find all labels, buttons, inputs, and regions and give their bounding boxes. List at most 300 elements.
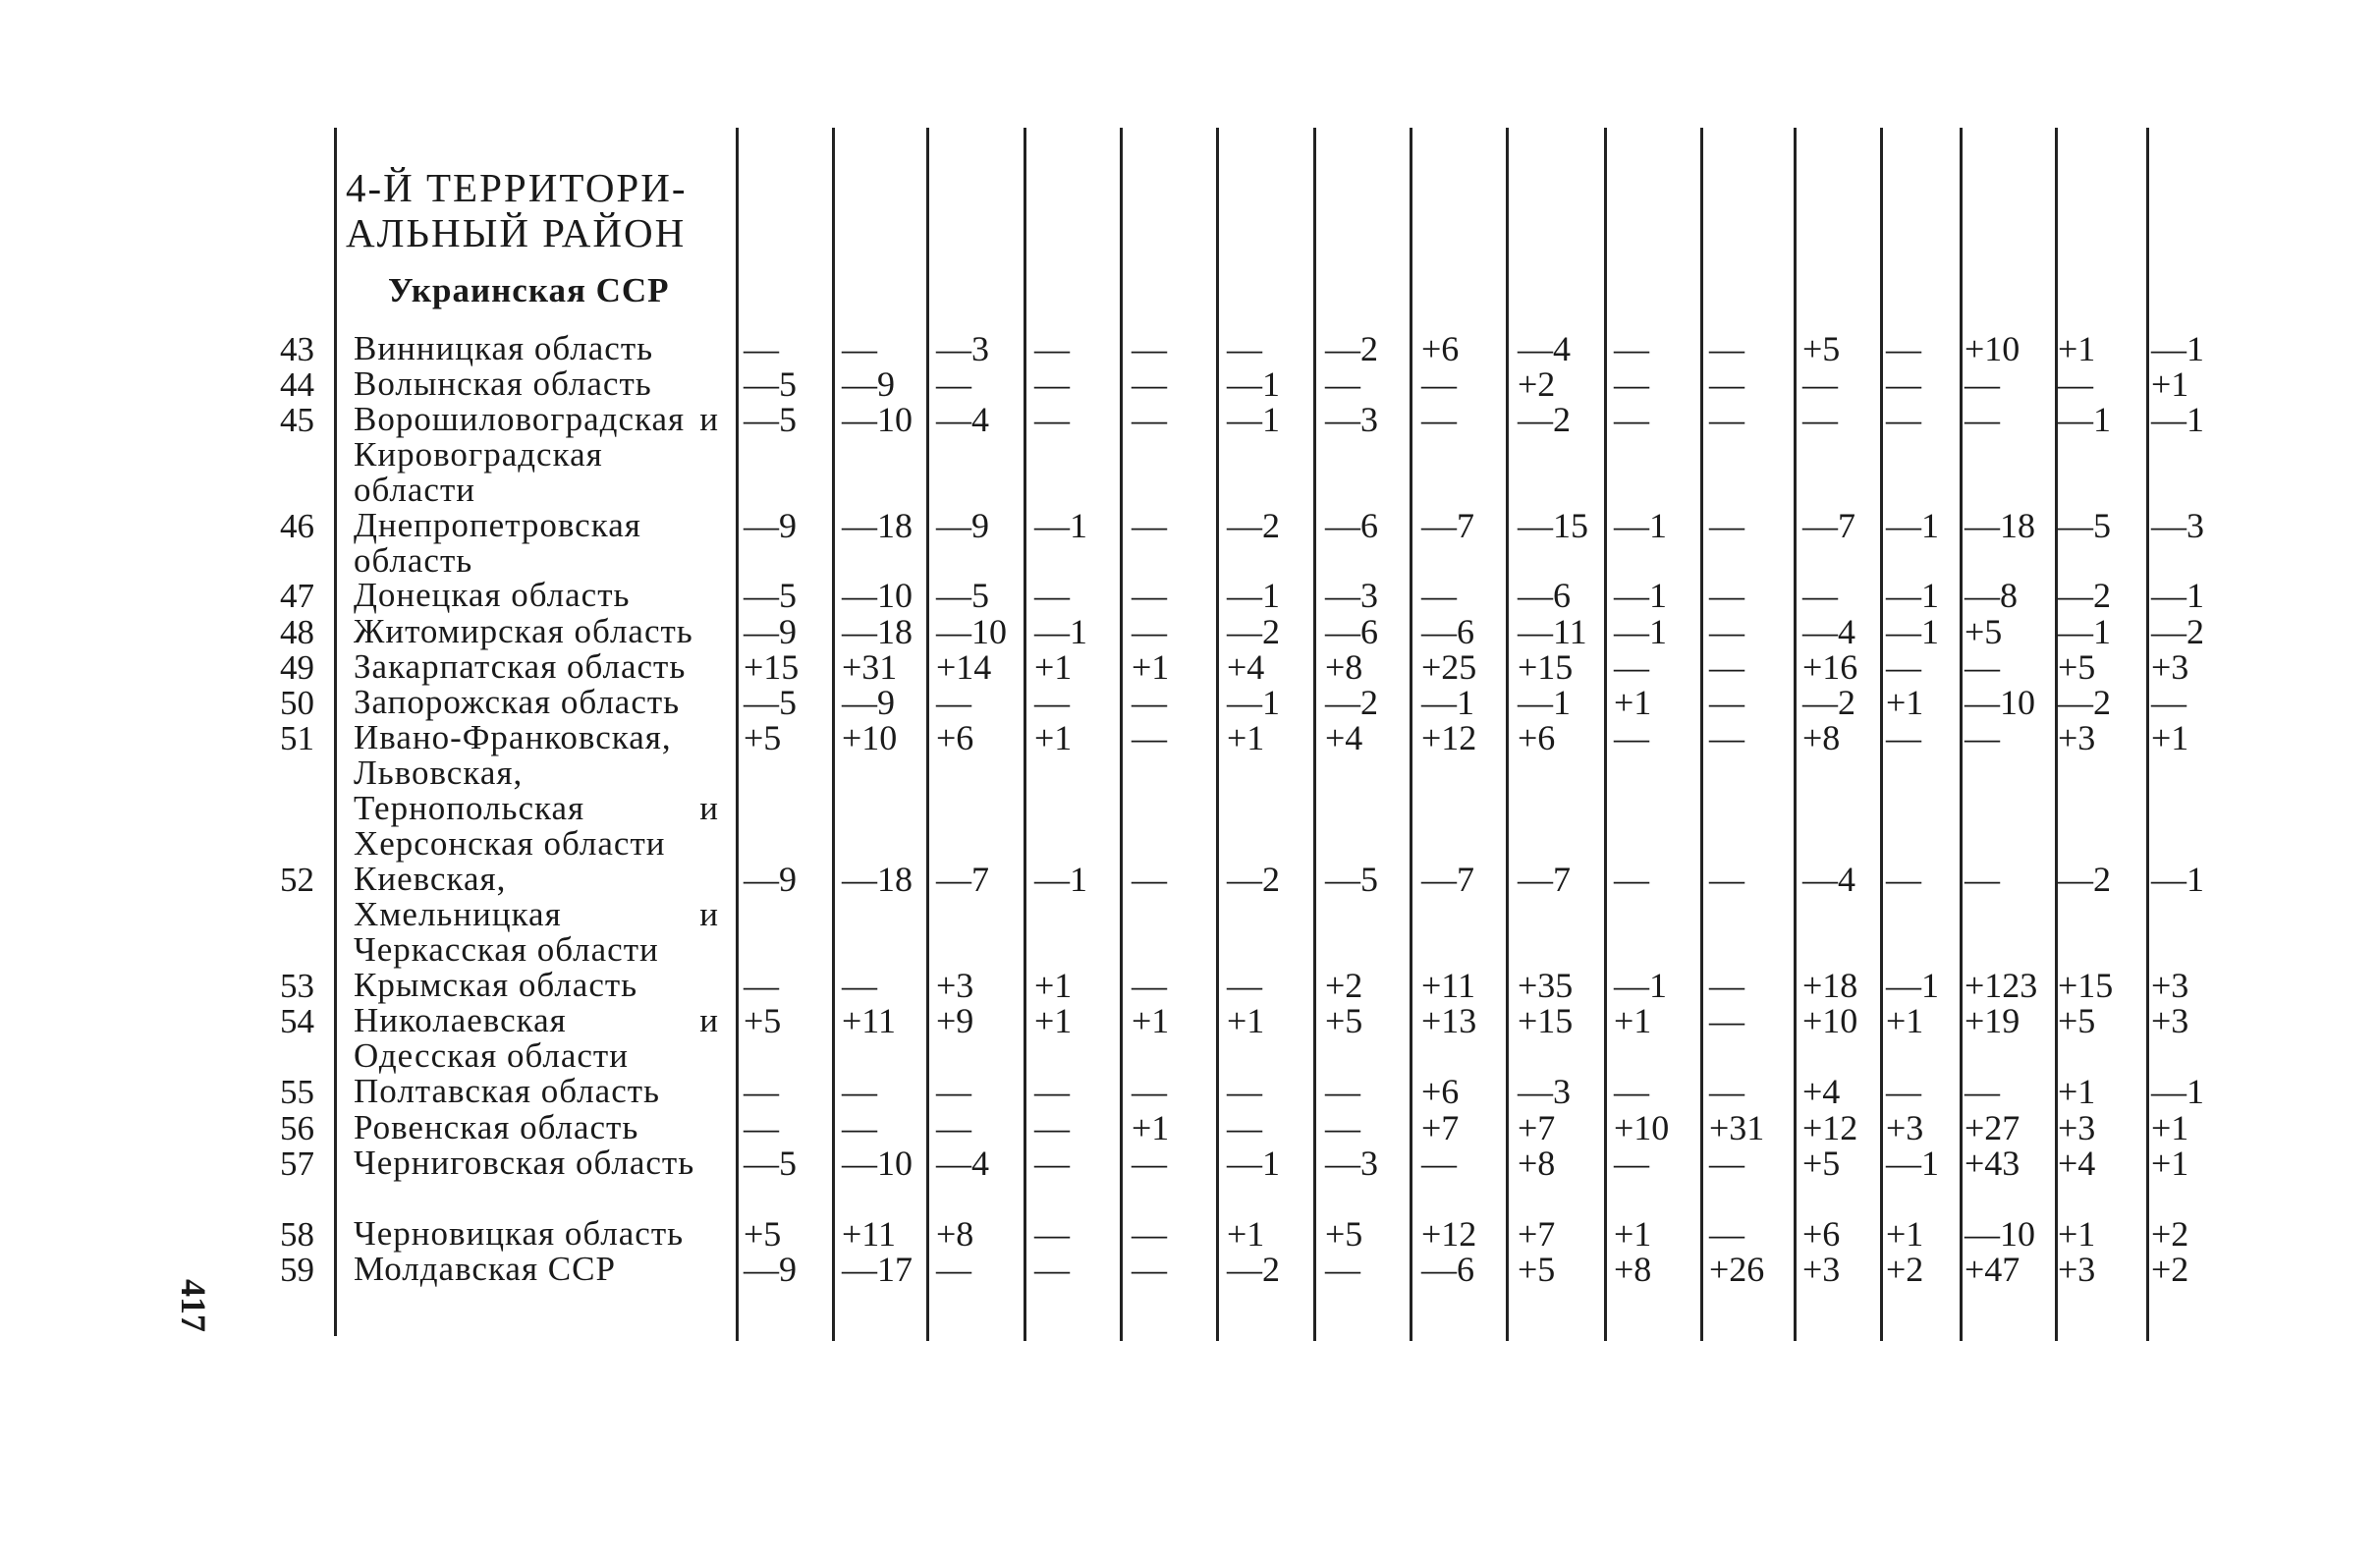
table-cell: — — [1802, 364, 1838, 404]
region-name: Винницкая область — [354, 329, 654, 367]
row-number: 44 — [280, 365, 314, 404]
table-cell: — — [1421, 1144, 1457, 1183]
column-rule — [1880, 128, 1883, 1341]
table-cell: —4 — [1802, 612, 1855, 651]
table-cell: +1 — [2151, 718, 2189, 757]
table-cell: —5 — [744, 364, 797, 404]
table-cell: +1 — [1132, 1001, 1170, 1040]
table-cell: —4 — [1802, 860, 1855, 899]
table-cell: — — [1709, 966, 1744, 1005]
table-cell: —3 — [1518, 1072, 1571, 1111]
table-cell: — — [1614, 718, 1649, 757]
table-cell: — — [1709, 647, 1744, 687]
table-cell: +4 — [1227, 647, 1265, 687]
table-cell: —1 — [1886, 576, 1939, 615]
table-cell: — — [1034, 400, 1070, 439]
table-cell: +1 — [1132, 647, 1170, 687]
table-cell: +3 — [936, 966, 974, 1005]
table-cell: —1 — [1227, 364, 1280, 404]
table-cell: +18 — [1802, 966, 1858, 1005]
column-rule — [1506, 128, 1509, 1341]
table-cell: — — [1965, 860, 2000, 899]
table-cell: +6 — [1518, 718, 1556, 757]
table-cell: +3 — [1802, 1250, 1841, 1289]
region-name: Волынская область — [354, 364, 652, 403]
table-cell: —1 — [2151, 860, 2204, 899]
table-cell: —3 — [936, 329, 989, 368]
table-cell: — — [1614, 400, 1649, 439]
table-cell: — — [1132, 1072, 1167, 1111]
table-cell: +1 — [1034, 966, 1073, 1005]
table-cell: —9 — [936, 506, 989, 545]
table-cell: —5 — [744, 1144, 797, 1183]
table-cell: +5 — [1325, 1001, 1363, 1040]
region-name: Ивано-Франковская, Львовская, Тернопольская и Херсонская области — [354, 718, 719, 863]
table-cell: +5 — [1965, 612, 2003, 651]
column-rule — [1700, 128, 1703, 1341]
table-cell: — — [1614, 860, 1649, 899]
table-cell: — — [1325, 1250, 1360, 1289]
table-cell: +1 — [2151, 364, 2189, 404]
table-cell: —1 — [1034, 506, 1087, 545]
table-cell: —6 — [1421, 612, 1474, 651]
table-cell: +12 — [1421, 1214, 1477, 1254]
table-cell: — — [1227, 1072, 1262, 1111]
table-cell: —9 — [744, 506, 797, 545]
row-number: 46 — [280, 507, 314, 545]
table-cell: —5 — [744, 683, 797, 722]
table-cell: +1 — [1886, 1214, 1924, 1254]
table-cell: —2 — [1802, 683, 1855, 722]
column-rule — [1216, 128, 1219, 1341]
table-cell: — — [1709, 683, 1744, 722]
table-cell: —2 — [1227, 612, 1280, 651]
page-number: 417 — [174, 1279, 213, 1332]
table-cell: +47 — [1965, 1250, 2020, 1289]
table-cell: — — [1132, 860, 1167, 899]
table-cell: +3 — [2058, 1108, 2096, 1147]
table-cell: —10 — [842, 400, 913, 439]
table-cell: — — [1886, 647, 1921, 687]
table-cell: +1 — [1614, 1214, 1652, 1254]
table-cell: — — [1886, 860, 1921, 899]
region-name: Закарпатская область — [354, 647, 687, 686]
row-number: 56 — [280, 1109, 314, 1147]
table-cell: — — [1886, 400, 1921, 439]
table-cell: +1 — [1227, 718, 1265, 757]
row-number: 59 — [280, 1251, 314, 1289]
table-cell: +1 — [1614, 683, 1652, 722]
table-cell: —6 — [1325, 506, 1378, 545]
table-cell: —4 — [936, 400, 989, 439]
table-cell: —10 — [842, 576, 913, 615]
table-cell: — — [1132, 718, 1167, 757]
table-cell: — — [1614, 647, 1649, 687]
table-cell: — — [1614, 1144, 1649, 1183]
table-cell: — — [1709, 576, 1744, 615]
table-cell: —5 — [744, 400, 797, 439]
table-cell: — — [1965, 718, 2000, 757]
row-number: 47 — [280, 577, 314, 615]
table-cell: —1 — [1614, 966, 1667, 1005]
row-number: 45 — [280, 401, 314, 439]
row-number: 54 — [280, 1002, 314, 1040]
table-cell: +8 — [1802, 718, 1841, 757]
table-cell: +19 — [1965, 1001, 2020, 1040]
table-cell: —1 — [1421, 683, 1474, 722]
table-cell: — — [1132, 1144, 1167, 1183]
table-cell: +31 — [1709, 1108, 1765, 1147]
table-cell: +11 — [1421, 966, 1475, 1005]
region-name: Молдавская ССР — [354, 1250, 616, 1288]
table-cell: — — [1227, 1108, 1262, 1147]
table-cell: — — [1034, 1214, 1070, 1254]
table-cell: — — [1132, 966, 1167, 1005]
table-cell: —10 — [842, 1144, 913, 1183]
table-cell: —1 — [1886, 1144, 1939, 1183]
table-cell: +6 — [936, 718, 974, 757]
table-cell: — — [936, 1250, 971, 1289]
table-cell: +1 — [1614, 1001, 1652, 1040]
table-cell: — — [1034, 364, 1070, 404]
table-cell: — — [1325, 1108, 1360, 1147]
table-cell: —15 — [1518, 506, 1588, 545]
table-cell: +1 — [2058, 1214, 2096, 1254]
table-cell: +5 — [1802, 1144, 1841, 1183]
region-name: Киевская, Хмельницкая и Черкасская области — [354, 860, 719, 969]
table-cell: — — [1132, 1214, 1167, 1254]
table-cell: +4 — [1802, 1072, 1841, 1111]
table-cell: —1 — [1886, 506, 1939, 545]
table-cell: —7 — [936, 860, 989, 899]
table-cell: —5 — [1325, 860, 1378, 899]
row-number: 48 — [280, 613, 314, 651]
table-cell: +1 — [1034, 1001, 1073, 1040]
table-cell: —10 — [1965, 683, 2035, 722]
table-cell: —11 — [1518, 612, 1587, 651]
table-cell: — — [1886, 718, 1921, 757]
table-cell: —3 — [1325, 576, 1378, 615]
table-cell: — — [1802, 400, 1838, 439]
row-number: 55 — [280, 1073, 314, 1111]
table-cell: +5 — [1325, 1214, 1363, 1254]
table-cell: —1 — [1034, 860, 1087, 899]
table-cell: +7 — [1421, 1108, 1460, 1147]
table-cell: — — [936, 364, 971, 404]
table-cell: +2 — [2151, 1214, 2189, 1254]
table-cell: — — [842, 1072, 877, 1111]
table-cell: +1 — [2058, 329, 2096, 368]
table-cell: —2 — [1227, 1250, 1280, 1289]
table-cell: +12 — [1802, 1108, 1858, 1147]
column-rule — [1410, 128, 1412, 1341]
table-cell: +11 — [842, 1214, 896, 1254]
table-cell: +4 — [2058, 1144, 2096, 1183]
table-cell: +15 — [1518, 1001, 1574, 1040]
table-cell: — — [1709, 860, 1744, 899]
table-cell: —9 — [842, 683, 895, 722]
table-cell: +5 — [1802, 329, 1841, 368]
table-cell: +1 — [2151, 1108, 2189, 1147]
table-cell: — — [1132, 683, 1167, 722]
table-cell: +2 — [1518, 364, 1556, 404]
table-cell: +1 — [1034, 718, 1073, 757]
table-cell: +10 — [1802, 1001, 1858, 1040]
table-cell: +1 — [1886, 1001, 1924, 1040]
column-rule — [2146, 128, 2149, 1341]
table-cell: — — [1802, 576, 1838, 615]
table-cell: —1 — [1886, 966, 1939, 1005]
table-cell: — — [1325, 1072, 1360, 1111]
table-cell: +3 — [2151, 647, 2189, 687]
table-cell: +2 — [2151, 1250, 2189, 1289]
table-cell: +4 — [1325, 718, 1363, 757]
table-cell: —18 — [1965, 506, 2035, 545]
table-cell: +16 — [1802, 647, 1858, 687]
table-cell: — — [1132, 576, 1167, 615]
table-cell: —9 — [744, 1250, 797, 1289]
table-cell: — — [1965, 1072, 2000, 1111]
table-cell: — — [1709, 506, 1744, 545]
table-cell: +15 — [1518, 647, 1574, 687]
table-cell: —1 — [2151, 576, 2204, 615]
table-cell: —2 — [1227, 506, 1280, 545]
table-cell: — — [744, 1072, 779, 1111]
table-cell: — — [1421, 576, 1457, 615]
table-cell: —1 — [1614, 506, 1667, 545]
table-cell: +6 — [1421, 1072, 1460, 1111]
table-cell: —1 — [2058, 612, 2111, 651]
column-rule — [1794, 128, 1797, 1341]
table-cell: — — [1709, 329, 1744, 368]
table-cell: —1 — [2151, 400, 2204, 439]
table-cell: —2 — [1518, 400, 1571, 439]
table-cell: — — [1614, 364, 1649, 404]
row-number: 53 — [280, 967, 314, 1005]
table-cell: — — [1965, 364, 2000, 404]
table-cell: +1 — [1034, 647, 1073, 687]
table-cell: —2 — [2151, 612, 2204, 651]
table-cell: —1 — [1886, 612, 1939, 651]
table-cell: — — [1034, 329, 1070, 368]
table-cell: +3 — [2058, 1250, 2096, 1289]
table-cell: +5 — [2058, 1001, 2096, 1040]
table-cell: +6 — [1802, 1214, 1841, 1254]
table-cell: — — [1227, 966, 1262, 1005]
table-cell: +1 — [2058, 1072, 2096, 1111]
table-cell: —1 — [2151, 329, 2204, 368]
table-cell: +5 — [744, 718, 782, 757]
row-number: 50 — [280, 684, 314, 722]
row-number: 57 — [280, 1144, 314, 1183]
table-cell: +10 — [842, 718, 898, 757]
table-cell: — — [1709, 364, 1744, 404]
table-cell: — — [1325, 364, 1360, 404]
table-cell: — — [1034, 1250, 1070, 1289]
table-cell: — — [1034, 1072, 1070, 1111]
table-cell: +3 — [2151, 966, 2189, 1005]
table-cell: —1 — [1227, 683, 1280, 722]
table-cell: +31 — [842, 647, 898, 687]
table-cell: —7 — [1421, 506, 1474, 545]
table-cell: —1 — [1034, 612, 1087, 651]
table-cell: —1 — [1227, 576, 1280, 615]
table-cell: +2 — [1886, 1250, 1924, 1289]
table-cell: — — [842, 329, 877, 368]
table-cell: — — [2058, 364, 2093, 404]
table-cell: — — [1421, 364, 1457, 404]
table-cell: +8 — [1518, 1144, 1556, 1183]
table-cell: — — [936, 1072, 971, 1111]
table-cell: — — [936, 683, 971, 722]
table-cell: — — [1709, 1144, 1744, 1183]
table-cell: +7 — [1518, 1108, 1556, 1147]
table-cell: — — [842, 966, 877, 1005]
table-cell: —18 — [842, 860, 913, 899]
table-cell: — — [1614, 329, 1649, 368]
row-number: 43 — [280, 330, 314, 368]
table-cell: — — [1709, 612, 1744, 651]
region-name: Черниговская область — [354, 1144, 695, 1182]
table-cell: +12 — [1421, 718, 1477, 757]
table-cell: — — [2151, 683, 2186, 722]
table-cell: — — [1132, 506, 1167, 545]
table-cell: +8 — [1325, 647, 1363, 687]
table-cell: +10 — [1965, 329, 2020, 368]
table-cell: —9 — [744, 860, 797, 899]
column-rule — [1313, 128, 1316, 1341]
table-cell: — — [744, 966, 779, 1005]
table-cell: +8 — [936, 1214, 974, 1254]
table-cell: —5 — [2058, 506, 2111, 545]
row-number: 49 — [280, 648, 314, 687]
row-number-rule — [334, 128, 337, 1336]
table-cell: — — [1034, 683, 1070, 722]
region-name: Днепропетровская область — [354, 506, 641, 580]
table-cell: —9 — [842, 364, 895, 404]
table-cell: +5 — [2058, 647, 2096, 687]
table-cell: —1 — [1227, 400, 1280, 439]
table-cell: —5 — [936, 576, 989, 615]
table-cell: +27 — [1965, 1108, 2020, 1147]
table-cell: —6 — [1518, 576, 1571, 615]
table-cell: — — [1614, 1072, 1649, 1111]
table-cell: — — [1132, 400, 1167, 439]
table-cell: —3 — [1325, 1144, 1378, 1183]
table-cell: — — [1886, 329, 1921, 368]
table-cell: +6 — [1421, 329, 1460, 368]
column-rule — [1960, 128, 1963, 1341]
table-cell: — — [1709, 1001, 1744, 1040]
table-cell: —2 — [1227, 860, 1280, 899]
row-number: 52 — [280, 861, 314, 899]
table-cell: — — [744, 1108, 779, 1147]
table-cell: — — [1034, 1144, 1070, 1183]
table-cell: +13 — [1421, 1001, 1477, 1040]
table-cell: +5 — [744, 1214, 782, 1254]
table-cell: +15 — [744, 647, 800, 687]
table-cell: +14 — [936, 647, 992, 687]
table-cell: —2 — [1325, 683, 1378, 722]
table-cell: — — [1034, 576, 1070, 615]
table-cell: — — [1132, 329, 1167, 368]
table-cell: +3 — [2151, 1001, 2189, 1040]
table-cell: —1 — [1518, 683, 1571, 722]
table-cell: —1 — [1227, 1144, 1280, 1183]
table-cell: +10 — [1614, 1108, 1670, 1147]
column-rule — [926, 128, 929, 1341]
region-name: Крымская область — [354, 966, 638, 1004]
table-cell: — — [1421, 400, 1457, 439]
table-cell: +26 — [1709, 1250, 1765, 1289]
table-cell: — — [1965, 400, 2000, 439]
table-cell: —18 — [842, 506, 913, 545]
table-cell: +35 — [1518, 966, 1574, 1005]
table-cell: —6 — [1421, 1250, 1474, 1289]
table-cell: — — [1886, 1072, 1921, 1111]
table-cell: +1 — [1227, 1214, 1265, 1254]
table-cell: —5 — [744, 576, 797, 615]
table-cell: —2 — [1325, 329, 1378, 368]
table-cell: —18 — [842, 612, 913, 651]
table-cell: +11 — [842, 1001, 896, 1040]
table-cell: —10 — [936, 612, 1007, 651]
column-rule — [832, 128, 835, 1341]
table-cell: —1 — [1614, 576, 1667, 615]
table-cell: +8 — [1614, 1250, 1652, 1289]
table-cell: —6 — [1325, 612, 1378, 651]
table-cell: —17 — [842, 1250, 913, 1289]
table-cell: —9 — [744, 612, 797, 651]
row-number: 58 — [280, 1215, 314, 1254]
table-cell: — — [842, 1108, 877, 1147]
region-name: Полтавская область — [354, 1072, 660, 1110]
table-cell: +43 — [1965, 1144, 2020, 1183]
table-cell: —10 — [1965, 1214, 2035, 1254]
region-name: Житомирская область — [354, 612, 693, 650]
table-cell: +25 — [1421, 647, 1477, 687]
republic-subtitle: Украинская ССР — [388, 271, 670, 309]
territory-header-line1: 4-Й ТЕРРИТОРИ- — [346, 165, 688, 210]
table-cell: — — [1132, 1250, 1167, 1289]
table-cell: +3 — [2058, 718, 2096, 757]
region-name: Николаевская и Одесская области — [354, 1001, 719, 1075]
table-cell: +1 — [1227, 1001, 1265, 1040]
table-cell: —1 — [1614, 612, 1667, 651]
table-cell: —2 — [2058, 860, 2111, 899]
table-cell: +5 — [744, 1001, 782, 1040]
table-cell: —7 — [1518, 860, 1571, 899]
table-cell: +3 — [1886, 1108, 1924, 1147]
table-cell: — — [1886, 364, 1921, 404]
table-cell: —7 — [1802, 506, 1855, 545]
table-cell: +5 — [1518, 1250, 1556, 1289]
table-cell: — — [1709, 400, 1744, 439]
table-cell: — — [1132, 612, 1167, 651]
table-cell: —3 — [1325, 400, 1378, 439]
column-rule — [736, 128, 739, 1341]
table-cell: — — [1034, 1108, 1070, 1147]
table-cell: +2 — [1325, 966, 1363, 1005]
table-cell: — — [1227, 329, 1262, 368]
column-rule — [1604, 128, 1607, 1341]
table-cell: +1 — [1886, 683, 1924, 722]
table-cell: — — [1709, 1072, 1744, 1111]
table-cell: —4 — [936, 1144, 989, 1183]
column-rule — [1024, 128, 1026, 1341]
column-rule — [1120, 128, 1123, 1341]
region-name: Ровенская область — [354, 1108, 639, 1146]
